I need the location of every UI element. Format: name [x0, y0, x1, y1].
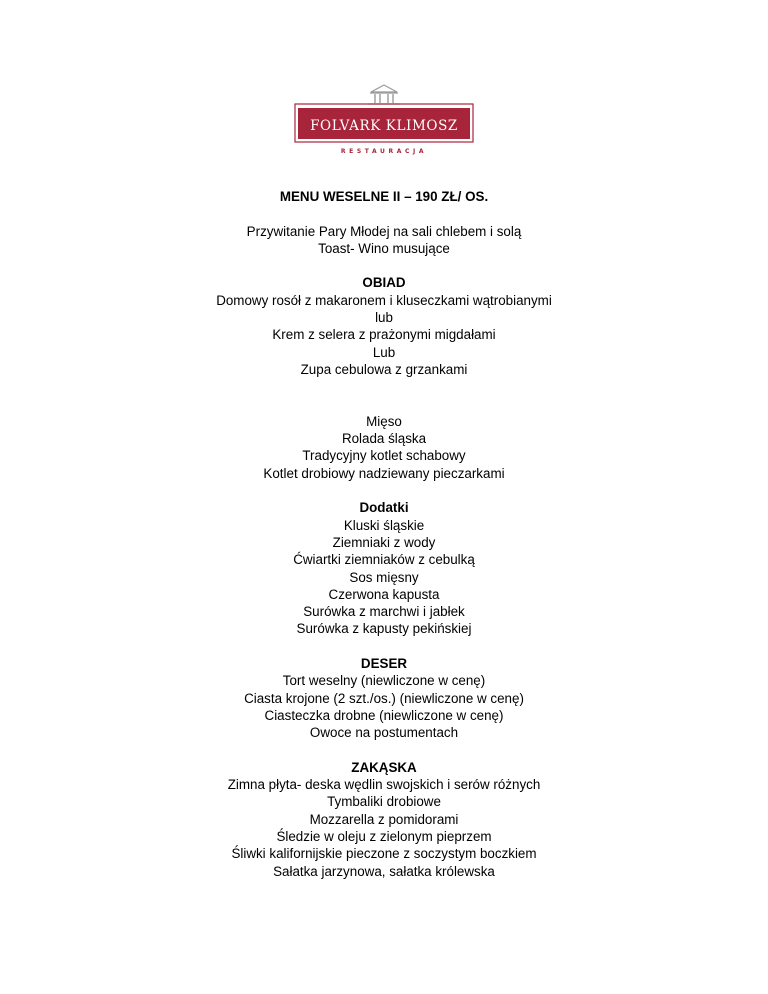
menu-item: Kotlet drobiowy nadziewany pieczarkami: [263, 465, 505, 481]
menu-item: Śledzie w oleju z zielonym pieprzem: [276, 828, 492, 844]
menu-item: Ziemniaki z wody: [332, 534, 436, 550]
menu-item: Śliwki kalifornijskie pieczone z soczystym boczkiem: [231, 846, 537, 862]
menu-item: Lub: [372, 344, 396, 360]
menu-item: Tort weselny (niewliczone w cenę): [282, 673, 486, 689]
menu-item: Surówka z kapusty pekińskiej: [296, 621, 472, 637]
section-heading-deser: DESER: [360, 656, 408, 672]
menu-item: Ciasta krojone (2 szt./os.) (niewliczone w cenę): [244, 690, 524, 706]
logo-name: FOLVARK KLIMOSZ: [310, 118, 458, 134]
menu-item: Zimna płyta- deska wędlin swojskich i serów różnych: [227, 777, 541, 793]
menu-item: Tymbaliki drobiowe: [327, 794, 441, 810]
menu-item: Owoce na postumentach: [309, 725, 459, 741]
menu-item: Surówka z marchwi i jabłek: [303, 604, 465, 620]
menu-item: Tradycyjny kotlet schabowy: [302, 448, 466, 464]
menu-item: Ciasteczka drobne (niewliczone w cenę): [264, 707, 504, 723]
logo-subtitle: RESTAURACJA: [340, 148, 428, 155]
menu-item: lub: [375, 310, 393, 326]
menu-item: Krem z selera z prażonymi migdałami: [272, 327, 496, 343]
welcome-line: Toast- Wino musujące: [318, 240, 450, 256]
restaurant-logo: [294, 84, 474, 158]
menu-item: Sałatka jarzynowa, sałatka królewska: [273, 863, 495, 879]
menu-item: Czerwona kapusta: [328, 586, 440, 602]
section-heading-zakaska: ZAKĄSKA: [351, 759, 417, 775]
section-heading-mieso: Mięso: [366, 413, 402, 429]
menu-item: Sos mięsny: [349, 569, 419, 585]
menu-item: Domowy rosół z makaronem i kluseczkami wątrobianymi: [216, 292, 552, 308]
menu-item: Rolada śląska: [341, 431, 427, 447]
menu-title: MENU WESELNE II – 190 ZŁ/ OS.: [279, 189, 489, 204]
menu-item: Kluski śląskie: [343, 517, 425, 533]
menu-item: Mozzarella z pomidorami: [309, 811, 459, 827]
section-heading-obiad: OBIAD: [362, 275, 406, 291]
welcome-line: Przywitanie Pary Młodej na sali chlebem i solą: [246, 223, 522, 239]
menu-item: Zupa cebulowa z grzankami: [300, 361, 468, 377]
menu-item: Ćwiartki ziemniaków z cebulką: [293, 552, 475, 568]
section-heading-dodatki: Dodatki: [359, 500, 409, 516]
menu-content: [0, 188, 768, 880]
